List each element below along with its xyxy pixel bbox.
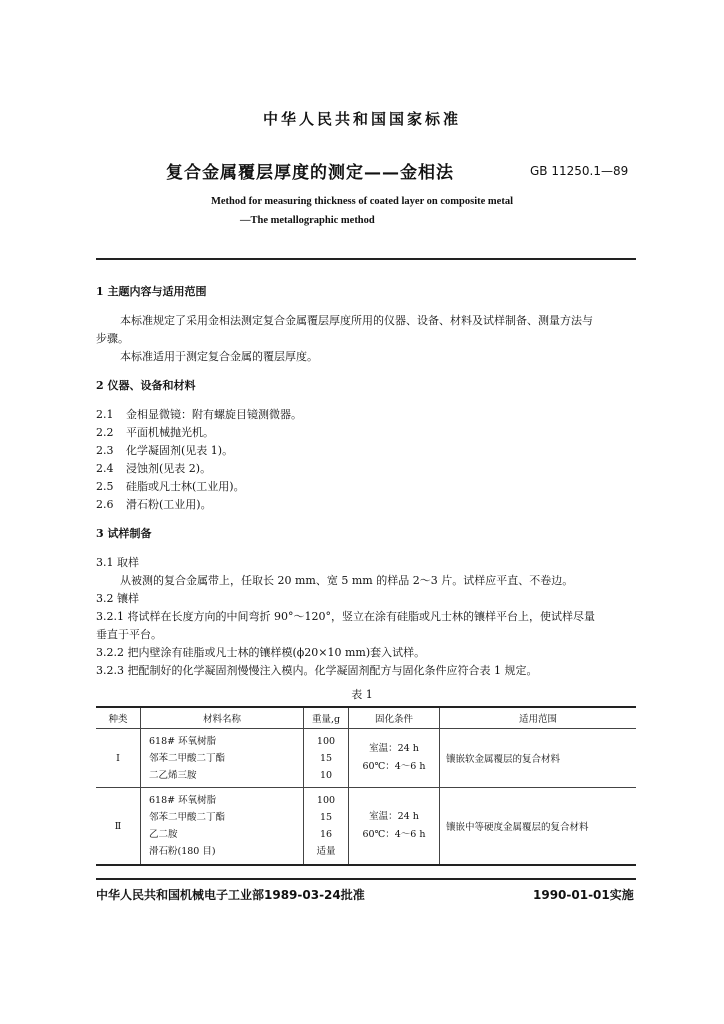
document-title-cn: 复合金属覆层厚度的测定——金相法 — [166, 163, 454, 183]
scope-cell: 镶嵌软金属覆层的复合材料 — [440, 729, 637, 788]
condition-value: 60℃：4～6 h — [362, 829, 426, 840]
item-text: 硅脂或凡士林(工业用)。 — [126, 480, 245, 493]
table-1 — [96, 706, 636, 866]
section-2-item — [96, 496, 212, 512]
item-number: 2.6 — [96, 498, 114, 511]
footer-divider — [96, 878, 636, 880]
section-1-para1-line1: 本标准规定了采用金相法测定复合金属覆层厚度所用的仪器、设备、材料及试样制备、测量方法与 — [120, 314, 593, 327]
section-2-item — [96, 478, 245, 494]
document-title-en-line2: —The metallographic method — [240, 215, 375, 226]
condition-cell — [349, 788, 440, 866]
header-scope: 适用范围 — [440, 707, 637, 729]
item-number: 2.1 — [96, 408, 114, 421]
table-1-caption: 表 1 — [351, 688, 373, 701]
material-cell — [141, 788, 304, 866]
condition-value: 室温：24 h — [369, 743, 419, 754]
section-2-item — [96, 442, 233, 458]
material-cell — [141, 729, 304, 788]
national-standard-heading: 中华人民共和国国家标准 — [262, 110, 461, 128]
weight-value: 100 — [316, 795, 336, 806]
item-number: 2.3 — [96, 444, 114, 457]
condition-cell — [349, 729, 440, 788]
material-name: 邻苯二甲酸二丁酯 — [149, 812, 226, 823]
header-weight: 重量,g — [304, 707, 349, 729]
header-condition: 固化条件 — [349, 707, 440, 729]
section-3-2-1-line2: 垂直于平台。 — [96, 628, 162, 641]
item-text: 金相显微镜：附有螺旋目镜测微器。 — [126, 408, 302, 421]
weight-cell — [304, 788, 349, 866]
item-number: 2.5 — [96, 480, 114, 493]
header-material: 材料名称 — [141, 707, 304, 729]
material-name: 邻苯二甲酸二丁酯 — [149, 752, 226, 764]
section-2-item — [96, 460, 211, 476]
table-row — [96, 788, 636, 866]
weight-value: 16 — [319, 829, 333, 840]
section-1-para2: 本标准适用于测定复合金属的覆层厚度。 — [120, 350, 318, 363]
section-1-para1-line2: 步骤。 — [96, 332, 129, 345]
item-text: 滑石粉(工业用)。 — [126, 498, 212, 511]
weight-value: 适量 — [316, 846, 336, 857]
section-3-2-1-line1: 3.2.1 将试样在长度方向的中间弯折 90°～120°，竖立在涂有硅脂或凡士林的镶样平台上，使试样尽量 — [96, 610, 595, 623]
section-3-heading: 3 试样制备 — [96, 527, 152, 540]
header-divider — [96, 258, 636, 260]
material-name: 618# 环氧树脂 — [149, 795, 217, 806]
weight-value: 100 — [316, 735, 336, 747]
item-number: 2.2 — [96, 426, 114, 439]
section-3-2-3: 3.2.3 把配制好的化学凝固剂慢慢注入模内。化学凝固剂配方与固化条件应符合表 1 规定。 — [96, 664, 538, 677]
section-1-heading: 1 主题内容与适用范围 — [96, 285, 207, 298]
section-3-2-2: 3.2.2 把内壁涂有硅脂或凡士林的镶样模(ϕ20×10 mm)套入试样。 — [96, 646, 426, 659]
item-text: 平面机械抛光机。 — [126, 426, 214, 439]
standard-number: GB 11250.1—89 — [530, 164, 629, 178]
item-text: 浸蚀剂(见表 2)。 — [126, 462, 212, 475]
header-category: 种类 — [96, 707, 141, 729]
weight-cell — [304, 729, 349, 788]
section-3-1-text: 从被测的复合金属带上，任取长 20 mm、宽 5 mm 的样品 2～3 片。试样应平直、不卷边。 — [120, 574, 574, 587]
condition-value: 室温：24 h — [369, 811, 419, 822]
weight-value: 10 — [319, 769, 333, 781]
scope-cell: 镶嵌中等硬度金属覆层的复合材料 — [440, 788, 637, 866]
table-header-row — [96, 707, 636, 729]
category-cell: Ⅰ — [96, 729, 141, 788]
section-3-1-heading: 3.1 取样 — [96, 556, 139, 569]
item-text: 化学凝固剂(见表 1)。 — [126, 444, 234, 457]
implementation-date: 1990-01-01实施 — [533, 888, 634, 902]
condition-value: 60℃：4～6 h — [362, 761, 426, 772]
item-number: 2.4 — [96, 462, 114, 475]
category-cell: Ⅱ — [96, 788, 141, 866]
section-2-heading: 2 仪器、设备和材料 — [96, 379, 196, 392]
section-3-2-heading: 3.2 镶样 — [96, 592, 139, 605]
material-name: 二乙烯三胺 — [149, 769, 197, 781]
material-name: 滑石粉(180 目) — [149, 846, 216, 857]
table-row — [96, 729, 636, 788]
section-2-item — [96, 424, 214, 440]
material-name: 乙二胺 — [149, 829, 178, 840]
weight-value: 15 — [319, 752, 333, 764]
material-name: 618# 环氧树脂 — [149, 735, 217, 747]
weight-value: 15 — [319, 812, 333, 823]
document-title-en-line1: Method for measuring thickness of coated layer on composite metal — [210, 196, 514, 207]
section-2-item — [96, 406, 302, 422]
approval-statement: 中华人民共和国机械电子工业部1989-03-24批准 — [96, 888, 365, 902]
